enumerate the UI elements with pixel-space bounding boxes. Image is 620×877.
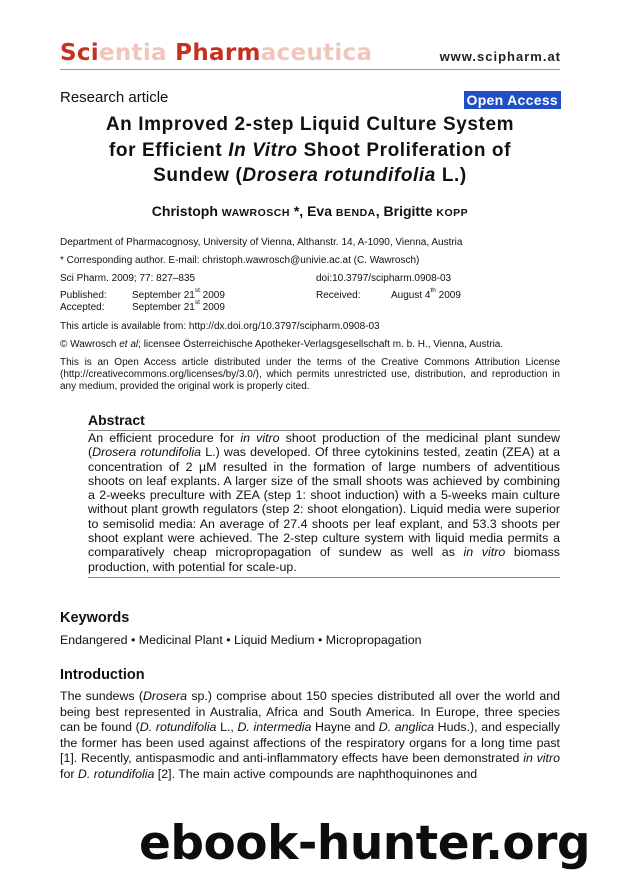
open-access-badge: Open Access [464, 91, 562, 109]
header-divider [60, 69, 560, 70]
keywords-list: Endangered • Medicinal Plant • Liquid Medium • Micropropagation [60, 633, 422, 647]
abstract-text: An efficient procedure for in vitro shoot production of the medicinal plant sundew (Drosera rotundifolia L.) was developed. Of three cytokinins tested, zeatin (ZEA) at a concentration of 2 µM resulted in the formation of large numbers of adventitious shoots on leaf explants. A larger size of the small shoots was achieved by combining a 2-weeks preculture with ZEA (step 1: shoot induction) with a 5-weeks main culture without plant growth regulators (step 2: shoot elongation). Liquid media were superior to semisolid media: An average of 27.4 shoots per leaf explant, and 53.3 shoots per shoot explant were achieved. The 2-step culture system with liquid media permits a comparatively cheap micropropagation of sundew as well as in vitro biomass production, with potential for scale-up. [88, 431, 560, 574]
affiliation: Department of Pharmacognosy, University of Vienna, Althanstr. 14, A-1090, Vienna, Austria [60, 237, 463, 248]
abstract-section [88, 411, 560, 578]
article-type: Research article [60, 89, 169, 106]
copyright: © Wawrosch et al; licensee Österreichische Apotheker-Verlagsgesellschaft m. b. H., Vienna, Austria. [60, 339, 504, 350]
article-dates: Published: September 21st 2009 Received: August 4th 2009 Accepted: September 21st 2009 [60, 287, 461, 313]
introduction-heading: Introduction [60, 667, 145, 683]
journal-logo: Scientia Pharmaceutica [60, 40, 373, 66]
citation: Sci Pharm. 2009; 77: 827–835 [60, 273, 196, 284]
keywords-heading: Keywords [60, 610, 130, 626]
license-statement: This is an Open Access article distributed under the terms of the Creative Commons Attribution License (http://creativecommons.org/licenses/by/3.0/), which permits unrestricted use, distribution, and reproduction in any medium, provided the original work is properly cited. [60, 357, 560, 392]
corresponding-author: * Corresponding author. E-mail: christoph.wawrosch@univie.ac.at (C. Wawrosch) [60, 255, 420, 266]
abstract-heading: Abstract [88, 412, 145, 428]
article-availability[interactable]: This article is available from: http://dx.doi.org/10.3797/scipharm.0908-03 [60, 321, 380, 332]
journal-website[interactable]: www.scipharm.at [439, 49, 561, 64]
article-title: An Improved 2-step Liquid Culture System for Efficient In Vitro Shoot Proliferation of Sundew (Drosera rotundifolia L.) [105, 114, 515, 186]
introduction-text: The sundews (Drosera sp.) comprise about 150 species distributed all over the world and being best represented in Australia, Africa and South America. In Europe, three species can be found (D. rotundifolia L., D. intermedia Hayne and D. anglica Huds.), and especially the former has been used against affections of the respiratory organs for a long time past [1]. Recently, antispasmodic and anti-inflammatory effects have been demonstrated in vitro for D. rotundifolia [2]. The main active compounds are naphthoquinones and [60, 689, 561, 781]
abstract-bottom-divider [88, 577, 560, 578]
author-list: Christoph WAWROSCH *, Eva BENDA, Brigitte KOPP [151, 203, 469, 219]
doi[interactable]: doi:10.3797/scipharm.0908-03 [316, 273, 452, 284]
watermark: ebook-hunter.org [139, 816, 591, 871]
